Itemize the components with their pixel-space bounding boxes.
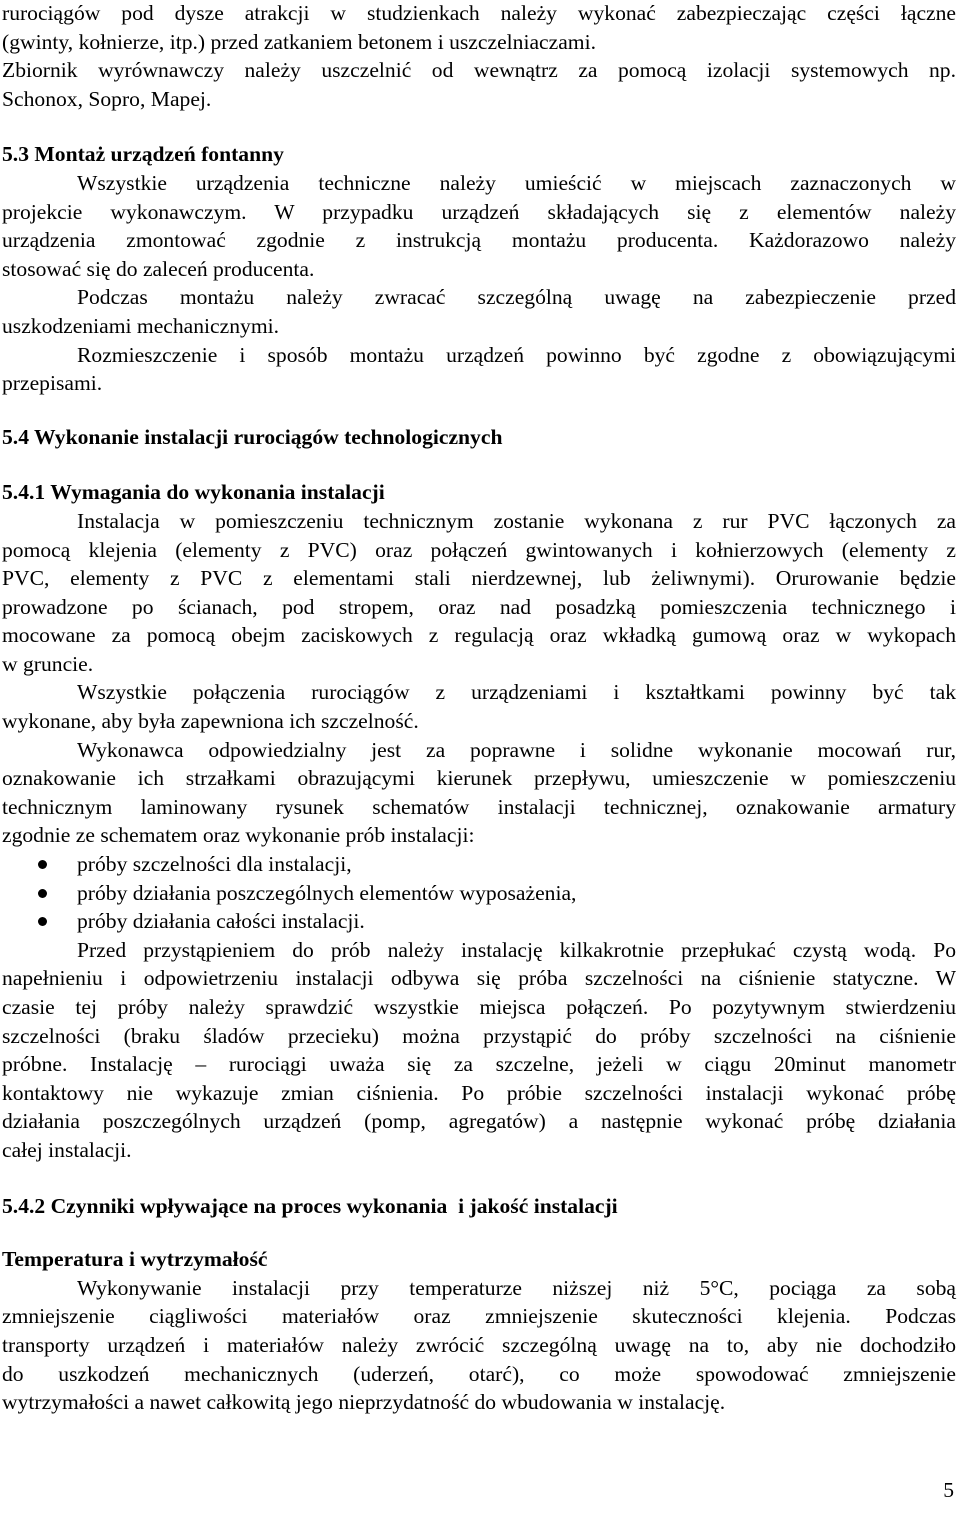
- text-line: Zbiornik wyrównawczy należy uszczelnić od wewnątrz za pomocą izolacji systemowych np.: [2, 58, 956, 83]
- list-item: [2, 850, 956, 879]
- bullet-icon: [38, 917, 47, 926]
- text-line: do uszkodzeń mechanicznych (uderzeń, otarć), co może spowodować zmniejszenie: [2, 1361, 956, 1386]
- text-line: projekcie wykonawczym. W przypadku urządzeń składających się z elementów należy: [2, 199, 956, 224]
- text-line: pomocą klejenia (elementy z PVC) oraz połączeń gwintowanych i kołnierzowych (elementy z: [2, 537, 956, 562]
- list-item: [2, 879, 956, 908]
- text-line: działania poszczególnych urządzeń (pomp, agregatów) a następnie wykonać próbę działania: [2, 1109, 956, 1134]
- text-line: Wykonawca odpowiedzialny jest za poprawne i solidne wykonanie mocowań rur,: [77, 737, 956, 762]
- text-line: Podczas montażu należy zwracać szczególną uwagę na zabezpieczenie przed: [77, 285, 956, 310]
- text-line: czasie tej próby należy sprawdzić wszystkie miejsca połączeń. Po pozytywnym stwierdzeniu: [2, 995, 956, 1019]
- text-line: zgodnie ze schematem oraz wykonanie prób instalacji:: [2, 823, 475, 848]
- bullet-icon: [38, 860, 47, 869]
- text-line: uszkodzeniami mechanicznymi.: [2, 313, 280, 338]
- text-line: kontaktowy nie wykazuje zmian ciśnienia. Po próbie szczelności instalacji wykonać próbę: [2, 1080, 956, 1105]
- text-line: oznakowanie ich strzałkami obrazującymi kierunek przepływu, umieszczenie w pomieszczeniu: [2, 766, 956, 791]
- text-line: technicznym laminowany rysunek schematów instalacji technicznej, oznakowanie armatury: [2, 794, 956, 819]
- text-line: próbne. Instalację – rurociągi uważa się za szczelne, jeżeli w ciągu 20minut manometr: [2, 1052, 956, 1077]
- text-line: Przed przystąpieniem do prób należy instalację kilkakrotnie przepłukać czystą wodą. Po: [77, 937, 956, 962]
- list-item-text: próby szczelności dla instalacji,: [77, 852, 352, 877]
- section-heading-5-4-2: 5.4.2 Czynniki wpływające na proces wykonania i jakość instalacji: [2, 1193, 618, 1218]
- text-line: Wszystkie urządzenia techniczne należy umieścić w miejscach zaznaczonych w: [77, 170, 956, 195]
- subheading-temperature: Temperatura i wytrzymałość: [2, 1247, 268, 1272]
- text-line: Schonox, Sopro, Mapej.: [2, 86, 212, 111]
- text-line: zmniejszenie ciągliwości materiałów oraz zmniejszenie skuteczności klejenia. Podczas: [2, 1304, 956, 1329]
- text-line: przepisami.: [2, 371, 103, 396]
- bullet-icon: [38, 889, 47, 898]
- text-line: rurociągów pod dysze atrakcji w studzienkach należy wykonać zabezpieczając części łączne: [2, 1, 956, 25]
- section-heading-5-3: 5.3 Montaż urządzeń fontanny: [2, 142, 284, 167]
- text-line: wykonane, aby była zapewniona ich szczelność.: [2, 709, 419, 734]
- text-line: prowadzone po ścianach, pod stropem, oraz nad posadzką pomieszczenia technicznego i: [2, 594, 956, 619]
- text-line: wytrzymałości a nawet całkowitą jego nieprzydatność do wbudowania w instalację.: [2, 1390, 726, 1415]
- text-line: w gruncie.: [2, 651, 94, 676]
- list-item: [2, 907, 956, 936]
- text-line: urządzenia zmontować zgodnie z instrukcją montażu producenta. Każdorazowo należy: [2, 228, 956, 253]
- text-line: mocowane za pomocą obejm zaciskowych z regulacją oraz wkładką gumową oraz w wykopach: [2, 623, 956, 648]
- list-item-text: próby działania całości instalacji.: [77, 909, 365, 934]
- text-line: Wykonywanie instalacji przy temperaturze niższej niż 5°C, pociąga za sobą: [77, 1275, 956, 1300]
- text-line: całej instalacji.: [2, 1137, 132, 1162]
- text-line: napełnieniu i odpowietrzeniu instalacji odbywa się próba szczelności na ciśnienie statyczne. W: [2, 966, 956, 991]
- text-line: transporty urządzeń i materiałów należy zwrócić szczególną uwagę na to, aby nie dochodziło: [2, 1332, 956, 1357]
- text-line: Rozmieszczenie i sposób montażu urządzeń powinno być zgodne z obowiązującymi: [77, 342, 956, 367]
- text-line: Instalacja w pomieszczeniu technicznym zostanie wykonana z rur PVC łączonych za: [77, 508, 956, 533]
- text-line: szczelności (braku śladów przecieku) można przystąpić do próby szczelności na ciśnienie: [2, 1023, 956, 1048]
- section-heading-5-4-1: 5.4.1 Wymagania do wykonania instalacji: [2, 480, 385, 505]
- text-line: (gwinty, kołnierze, itp.) przed zatkaniem betonem i uszczelniaczami.: [2, 29, 596, 54]
- text-line: PVC, elementy z PVC z elementami stali nierdzewnej, lub żeliwnymi). Orurowanie będzie: [2, 566, 956, 591]
- text-line: Wszystkie połączenia rurociągów z urządzeniami i kształtkami powinny być tak: [77, 680, 956, 705]
- list-item-text: próby działania poszczególnych elementów wyposażenia,: [77, 880, 577, 905]
- text-line: stosować się do zaleceń producenta.: [2, 256, 315, 281]
- page-number: 5: [943, 1478, 954, 1502]
- document-page: [2, 0, 956, 1417]
- section-heading-5-4: 5.4 Wykonanie instalacji rurociągów technologicznych: [2, 424, 503, 449]
